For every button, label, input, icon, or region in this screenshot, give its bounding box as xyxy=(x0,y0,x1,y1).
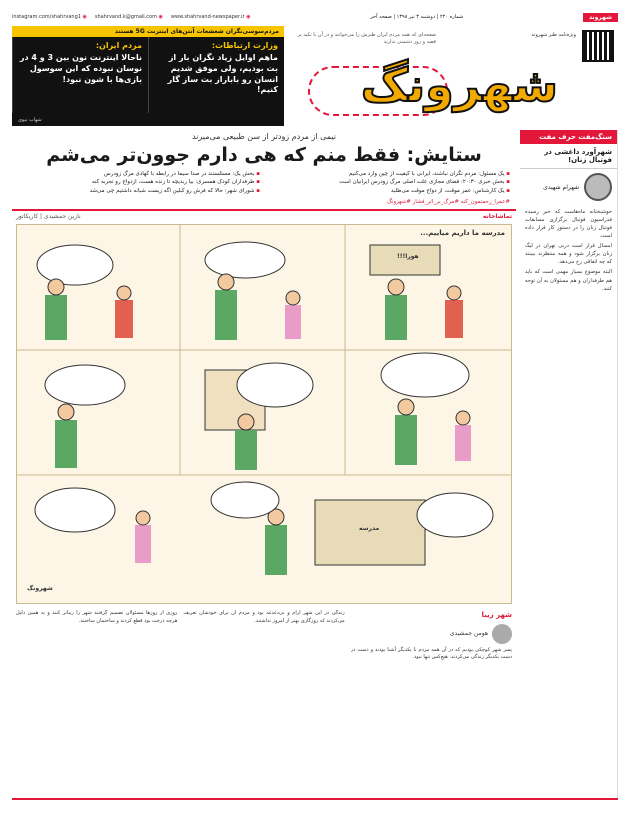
cartoon-drawing xyxy=(16,225,511,604)
bottom-columns xyxy=(12,606,516,751)
email-link[interactable]: ◉ shahrvand.k@gmail.com xyxy=(95,14,163,20)
bullet-item: ▪ یک مسئول: مردم نگران نباشند، ایرانی با کیفیت از چین وارد می‌کنیم xyxy=(268,170,510,178)
logo-tagline: صفحه‌ای که همه مردم ایران طنزش را می‌خوانند و در آن با تکیه بر قصه و روز دشمنی ندارند xyxy=(297,32,436,45)
brand-label: شهروند xyxy=(583,13,618,22)
featured-text: پسر شهر کوچکی بودیم که در آن همه مردم با یکدیگر آشنا بودند و دست در دست یکدیگر زندگی می‌کردند. هیچ‌کس تنها نبود. xyxy=(350,646,512,661)
headline-left-text: ناحالا اینترنت نون بین 3 و 4 در نوسان نبوده که این سوسول بازی‌ها با شون نبود! xyxy=(19,53,142,84)
author-avatar xyxy=(492,624,512,644)
logo-editor: ویژه‌نامه طنز شهروند xyxy=(531,32,576,38)
side-author-name: شهرام شهیدی xyxy=(543,183,579,191)
headline-right xyxy=(148,37,284,113)
headline-kicker: مردم‌سوسی‌نگران شعشعات آنتن‌های اینترنت 5G هستند xyxy=(12,26,284,37)
footer-rule xyxy=(12,798,618,800)
side-paragraph: خوشبختانه ماه‌هاست که خبر رسیده فدراسیون فوتبال برگزاری مسابقات فوتبال زنان را در دستور کار قرار داده است. xyxy=(525,209,612,240)
side-paragraph: امسال قرار است دربی تهران در لیگ زنان برگزار شود و همه منتظرند ببینند که چه اتفاقی رخ می‌دهد. xyxy=(525,243,612,266)
qr-code-icon xyxy=(582,30,614,62)
newspaper-page xyxy=(12,10,618,800)
website-link[interactable]: ◉ www.shahrvand-newspaper.ir xyxy=(171,14,251,20)
section-label: تماشاخانه xyxy=(482,212,512,220)
cartoon-signature: شهرونگ xyxy=(27,584,53,592)
logo-area xyxy=(288,26,618,126)
side-band: سنگ‌مفت حرف مفت xyxy=(520,130,617,144)
hashtags: #عمرا_رحمتمون_کنه #مرگ_بر_اثر_فشار #شهرونگ xyxy=(387,198,510,205)
headline-right-text: ماهم اوایل زیاد نگران بار از بت بودیم، ولی موفق شدیم انسان رو باباراز بت ساز گار کنیم! xyxy=(167,53,278,95)
cartoon-illustration xyxy=(16,224,512,604)
featured-column xyxy=(351,610,512,747)
issue-info: شماره ۲۲۰ | دوشنبه ۳ تیر ۱۳۹۸ | صفحه آخر xyxy=(370,14,464,20)
side-column xyxy=(520,130,618,800)
bullet-item: ▪ طرفداران کودک همسری: بیا ربدیچه تا زنده هست، ازدواج رو تجربه کنه xyxy=(18,178,260,186)
masthead xyxy=(12,26,618,126)
illustrator-credit: نارین جمشیدی | کاریکاتور xyxy=(16,212,81,220)
meta-strip xyxy=(12,10,618,24)
text-column: زندگی در این شهر آرام و بی‌دغدغه بود و مردم آن برای خودشان تعریف می‌کردند که روزگاری بهتر از امروز نداشتند. xyxy=(183,609,345,624)
article-kicker: نیمی از مردم زودتر از سن طبیعی می‌میرند xyxy=(191,132,337,141)
author-avatar xyxy=(584,173,612,201)
main-article xyxy=(12,130,516,800)
headline-left-tag: مردم ایران: xyxy=(95,41,142,50)
side-title: شهرآورد داغشی در فوتبال زنان! xyxy=(520,144,617,169)
featured-title: شهر زیبا xyxy=(481,610,512,619)
cartoon-caption: مدرسه ما داریم میاییم... xyxy=(420,228,505,237)
bullet-item: ▪ بخش خبری ۲۰:۳۰: فضای مجازی علت اصلی مرگ زودرس ایرانیان است xyxy=(268,178,510,186)
headline-credit: شهاب نیوی xyxy=(18,117,42,123)
contact-list xyxy=(12,14,251,20)
article-bullets xyxy=(12,166,516,199)
bullets-left xyxy=(18,170,260,195)
headline-box xyxy=(12,26,284,126)
side-paragraph: البته موضوع بسیار مهمی است که باید هم طرفداران و هم مسئولان به آن توجه کنند. xyxy=(525,269,612,292)
bullet-item: ▪ شورای شهر: حالا که فرش رو کبلین اگه زیست شبانه داشتیم چی می‌شد xyxy=(18,187,260,195)
featured-author: هومن جمشیدی xyxy=(449,629,488,637)
side-body xyxy=(520,205,617,298)
article-title: ستایش: فقط منم که هی دارم جوون‌تر می‌شم xyxy=(46,144,482,166)
bullet-item: ▪ بخش یک: مسئلستند در صدا سیما در رابطه با کهادی مرگ زودرس xyxy=(18,170,260,178)
instagram-link[interactable]: ◉ instagram.com/shahrvang1 xyxy=(12,14,87,20)
text-column: روزی از روزها مسئولان تصمیم گرفتند شهر را زیباتر کنند و به همین دلیل هرچه درخت بود قطع کردند و ساختمان ساختند. xyxy=(16,609,178,624)
bullets-right xyxy=(268,170,510,195)
side-author xyxy=(520,169,617,205)
bullet-item: ▪ یک کارشناس: عمر موقت، از دواج موقت می‌طلبد xyxy=(268,187,510,195)
headline-right-tag: وزارت ارتباطات: xyxy=(211,41,278,50)
logo: شهرونگ xyxy=(360,58,558,112)
cartoon-sign-school: مدرسه xyxy=(359,524,380,532)
cartoon-sign-hurray: هورا!!! xyxy=(397,252,419,260)
section-bar xyxy=(12,209,516,222)
headline-left xyxy=(12,37,148,113)
